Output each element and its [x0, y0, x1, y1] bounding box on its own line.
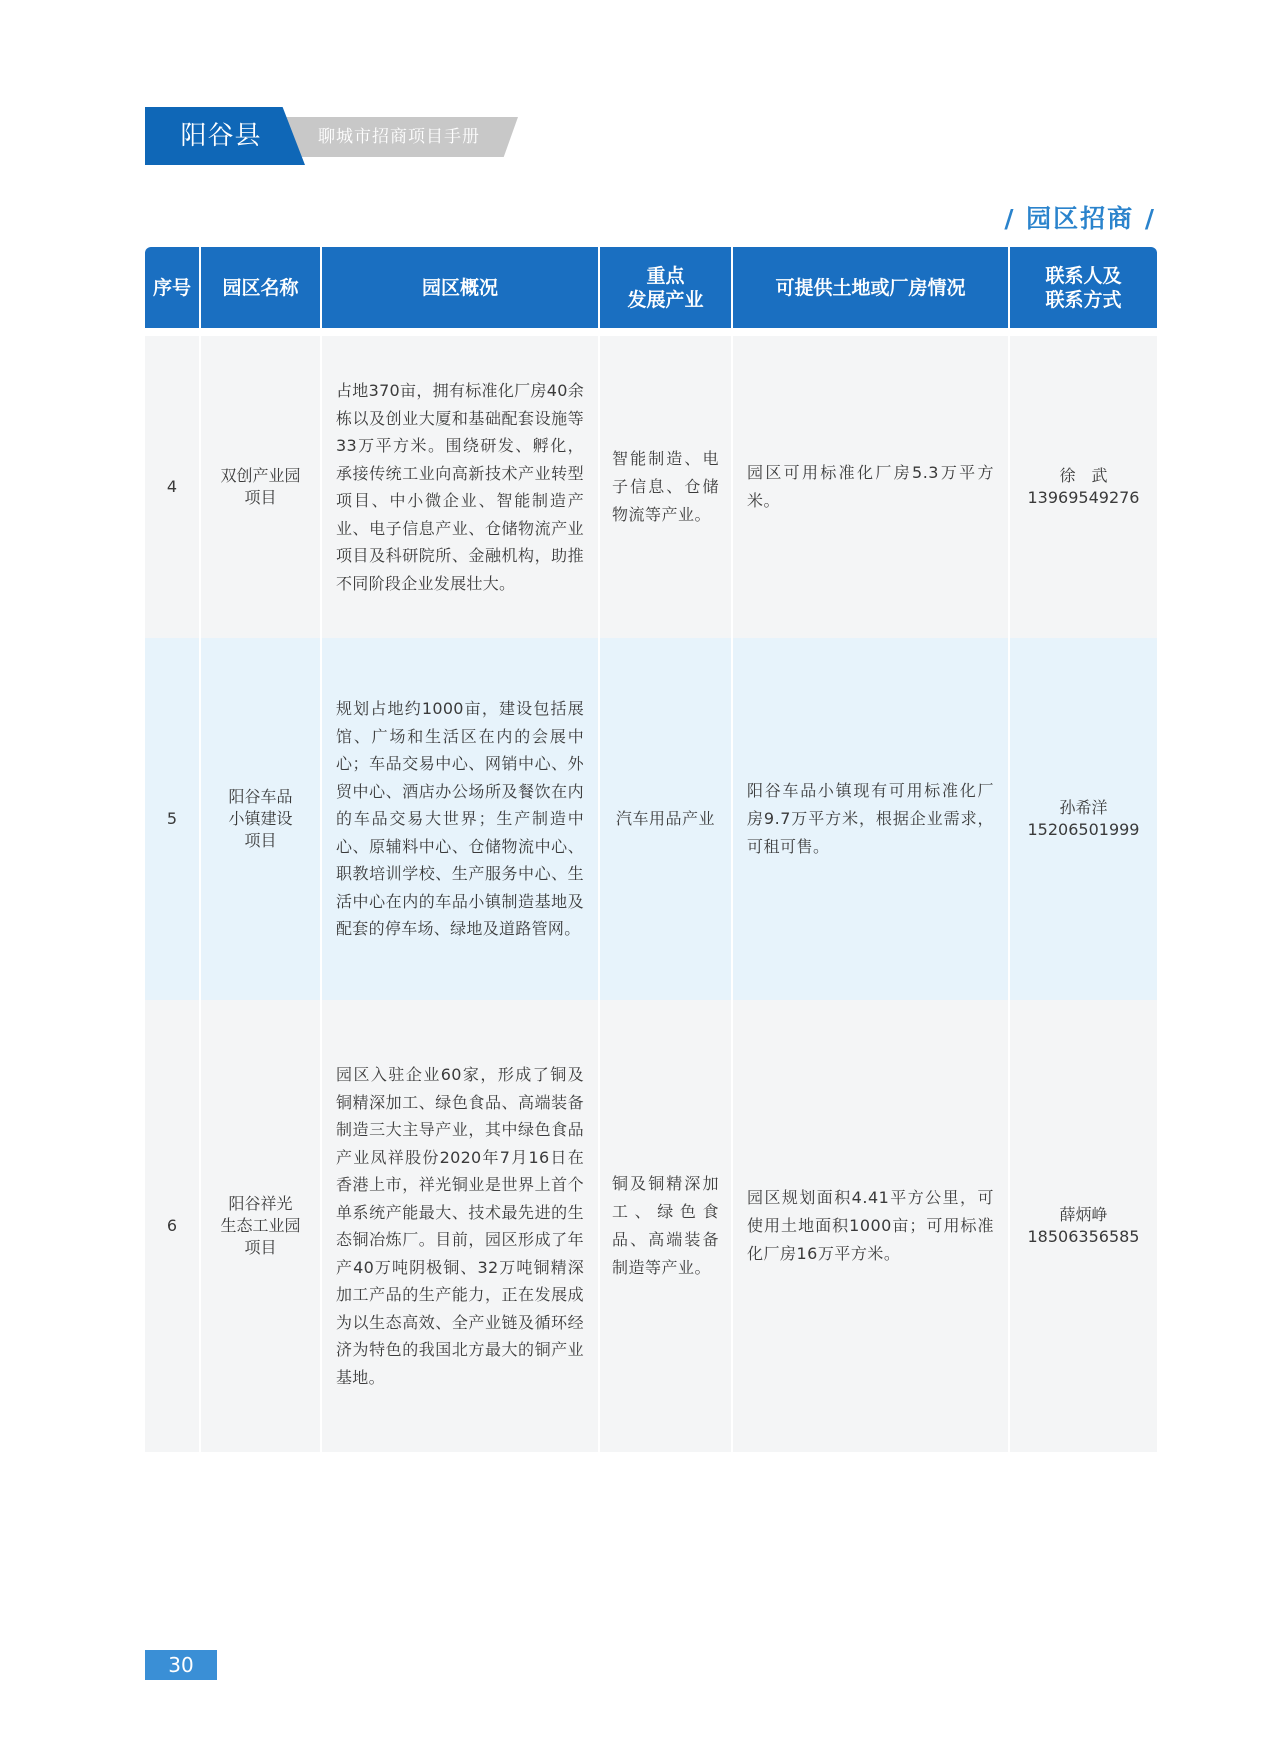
header-contact: 联系人及 联系方式 [1045, 264, 1122, 311]
header-overview: 园区概况 [322, 247, 600, 328]
row-land: 园区可用标准化厂房5.3万平方米。 [733, 336, 1010, 638]
header-no: 序号 [145, 247, 201, 328]
handbook-title: 聊城市招商项目手册 [318, 127, 480, 147]
row-overview: 占地370亩，拥有标准化厂房40余栋以及创业大厦和基础配套设施等33万平方米。围绕研发、孵化，承接传统工业向高新技术产业转型项目、中小微企业、智能制造产业、电子信息产业、仓储物流产业项目及科研院所、金融机构，助推不同阶段企业发展壮大。 [322, 336, 600, 638]
table-header [145, 247, 1157, 328]
row-no: 4 [145, 336, 201, 638]
row-overview: 园区入驻企业60家，形成了铜及铜精深加工、绿色食品、高端装备制造三大主导产业，其中绿色食品产业凤祥股份2020年7月16日在香港上市，祥光铜业是世界上首个单系统产能最大、技术最先进的生态铜冶炼厂。目前，园区形成了年产40万吨阴极铜、32万吨铜精深加工产品的生产能力，正在发展成为以生态高效、全产业链及循环经济为特色的我国北方最大的铜产业基地。 [322, 1000, 600, 1452]
row-park-name: 阳谷车品 小镇建设 项目 [201, 638, 322, 1000]
header-key-industries: 重点 发展产业 [600, 247, 733, 328]
row-no: 6 [145, 1000, 201, 1452]
header-park-name: 园区名称 [201, 247, 322, 328]
row-park-name: 阳谷祥光 生态工业园 项目 [201, 1000, 322, 1452]
section-title: / 园区招商 / [1004, 204, 1156, 233]
row-overview: 规划占地约1000亩，建设包括展馆、广场和生活区在内的会展中心；车品交易中心、网销中心、外贸中心、酒店办公场所及餐饮在内的车品交易大世界；生产制造中心、原辅料中心、仓储物流中心、职教培训学校、生产服务中心、生活中心在内的车品小镇制造基地及配套的停车场、绿地及道路管网。 [322, 638, 600, 1000]
contact-phone: 18506356585 [1027, 1227, 1140, 1246]
contact-phone: 15206501999 [1027, 820, 1140, 839]
county-title: 阳谷县 [180, 121, 262, 151]
header-land-plant: 可提供土地或厂房情况 [733, 247, 1010, 328]
row-no: 5 [145, 638, 201, 1000]
contact-phone: 13969549276 [1027, 488, 1140, 507]
row-land: 园区规划面积4.41平方公里，可使用土地面积1000亩；可用标准化厂房16万平方米。 [733, 1000, 1010, 1452]
page-number: 30 [145, 1650, 217, 1680]
row-land: 阳谷车品小镇现有可用标准化厂房9.7万平方米，根据企业需求，可租可售。 [733, 638, 1010, 1000]
row-contact [1010, 638, 1157, 1000]
table-row [145, 1000, 1157, 1452]
row-contact [1010, 336, 1157, 638]
row-contact [1010, 1000, 1157, 1452]
contact-name: 薛炳峥 [1059, 1205, 1108, 1224]
table-row [145, 336, 1157, 638]
table-row [145, 638, 1157, 1000]
row-industries: 智能制造、电子信息、仓储物流等产业。 [600, 336, 733, 638]
contact-name: 孙希洋 [1059, 798, 1108, 817]
row-park-name: 双创产业园 项目 [201, 336, 322, 638]
row-industries: 铜及铜精深加工、绿色食品、高端装备制造等产业。 [600, 1000, 733, 1452]
park-investment-table [145, 247, 1157, 1452]
row-industries: 汽车用品产业 [600, 638, 733, 1000]
contact-name: 徐 武 [1059, 466, 1108, 485]
